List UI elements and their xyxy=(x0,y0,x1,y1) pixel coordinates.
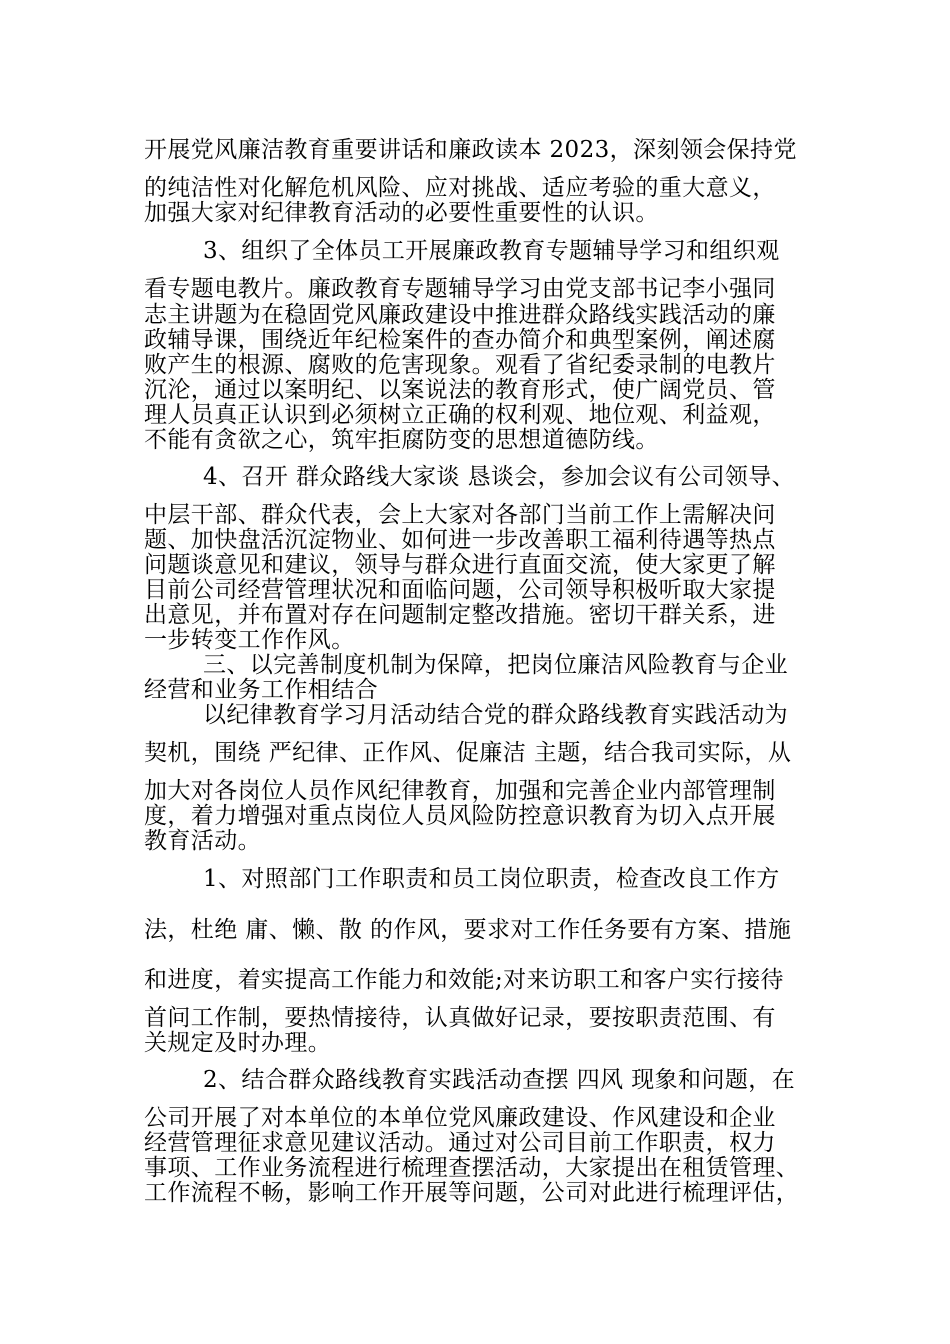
paragraph-line: 2、结合群众路线教育实践活动查摆 四风 现象和问题，在 xyxy=(203,1067,796,1093)
paragraph-line: 契机，围绕 严纪律、正作风、促廉洁 主题，结合我司实际，从 xyxy=(144,740,792,766)
section-heading-line: 三、以完善制度机制为保障，把岗位廉洁风险教育与企业 xyxy=(203,652,788,678)
paragraph-line: 事项、工作业务流程进行梳理查摆活动，大家提出在租赁管理、 xyxy=(144,1155,800,1181)
paragraph-line: 度，着力增强对重点岗位人员风险防控意识教育为切入点开展 xyxy=(144,803,776,829)
paragraph-line: 教育活动。 xyxy=(144,828,261,854)
paragraph-line: 以纪律教育学习月活动结合党的群众路线教育实践活动为 xyxy=(203,702,788,728)
paragraph-line: 4、召开 群众路线大家谈 恳谈会，参加会议有公司领导、 xyxy=(203,464,796,490)
paragraph-line: 不能有贪欲之心，筑牢拒腐防变的思想道德防线。 xyxy=(144,427,659,453)
paragraph-line: 1、对照部门工作职责和员工岗位职责，检查改良工作方 xyxy=(203,866,780,892)
paragraph-line: 关规定及时办理。 xyxy=(144,1030,332,1056)
paragraph-line: 开展党风廉洁教育重要讲话和廉政读本 2023，深刻领会保持党 xyxy=(144,137,797,163)
paragraph-line: 工作流程不畅，影响工作开展等问题，公司对此进行梳理评估， xyxy=(144,1180,800,1206)
paragraph-line: 首问工作制，要热情接待，认真做好记录，要按职责范围、有 xyxy=(144,1005,776,1031)
paragraph-line: 出意见，并布置对存在问题制定整改措施。密切干群关系，进 xyxy=(144,602,776,628)
paragraph-line: 一步转变工作作风。 xyxy=(144,627,355,653)
paragraph-line: 中层干部、群众代表，会上大家对各部门当前工作上需解决问 xyxy=(144,502,776,528)
paragraph-line: 看专题电教片。廉政教育专题辅导学习由党支部书记李小强同 xyxy=(144,276,776,302)
section-heading-line: 经营和业务工作相结合 xyxy=(144,677,378,703)
paragraph-line: 公司开展了对本单位的本单位党风廉政建设、作风建设和企业 xyxy=(144,1105,776,1131)
paragraph-line: 经营管理征求意见建议活动。通过对公司目前工作职责，权力 xyxy=(144,1130,776,1156)
paragraph-line: 和进度，着实提高工作能力和效能;对来访职工和客户实行接待 xyxy=(144,967,784,993)
paragraph-line: 的纯洁性对化解危机风险、应对挑战、适应考验的重大意义， xyxy=(144,175,776,201)
paragraph-line: 法，杜绝 庸、懒、散 的作风，要求对工作任务要有方案、措施 xyxy=(144,917,792,943)
paragraph-line: 沉沦，通过以案明纪、以案说法的教育形式，使广阔党员、管 xyxy=(144,377,776,403)
paragraph-line: 败产生的根源、腐败的危害现象。观看了省纪委录制的电教片 xyxy=(144,352,776,378)
paragraph-line: 问题谈意见和建议，领导与群众进行直面交流，使大家更了解 xyxy=(144,552,776,578)
paragraph-line: 目前公司经营管理状况和面临问题，公司领导积极听取大家提 xyxy=(144,577,776,603)
paragraph-line: 题、加快盘活沉淀物业、如何进一步改善职工福利待遇等热点 xyxy=(144,527,776,553)
paragraph-line: 志主讲题为在稳固党风廉政建设中推进群众路线实践活动的廉 xyxy=(144,302,776,328)
paragraph-line: 加强大家对纪律教育活动的必要性重要性的认识。 xyxy=(144,200,659,226)
paragraph-line: 3、组织了全体员工开展廉政教育专题辅导学习和组织观 xyxy=(203,238,780,264)
paragraph-line: 理人员真正认识到必须树立正确的权利观、地位观、利益观， xyxy=(144,402,776,428)
paragraph-line: 加大对各岗位人员作风纪律教育，加强和完善企业内部管理制 xyxy=(144,778,776,804)
paragraph-line: 政辅导课，围绕近年纪检案件的查办简介和典型案例，阐述腐 xyxy=(144,327,776,353)
